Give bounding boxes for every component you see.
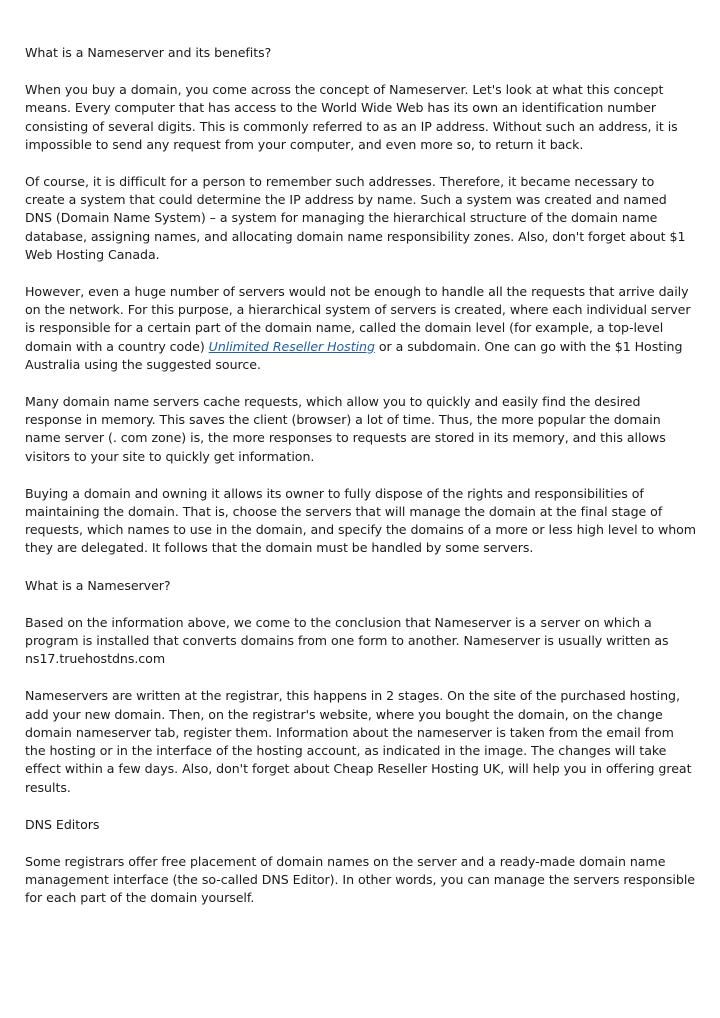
paragraph-dns: Of course, it is difficult for a person to remember such addresses. Therefore, it became necessary to create a system that could determine the IP address by name. Such a system was created and named DNS (Domain Name System) – a system for managing the hierarchical structure of the domain name database, assigning names, and allocating domain name responsibility zones. Also, don't forget about $1 Web Hosting Canada. (25, 174, 686, 262)
paragraph-cache: Many domain name servers cache requests, which allow you to quickly and easily find the desired response in memory. This saves the client (browser) a lot of time. Thus, the more popular the domain name server (. com zone) is, the more responses to requests are stored in its memory, and this allows visitors to your site to quickly get information. (25, 394, 666, 464)
article-body (25, 44, 697, 927)
heading-dns-editors: DNS Editors (25, 816, 100, 832)
paragraph-ownership: Buying a domain and owning it allows its owner to fully dispose of the rights and responsibilities of maintaining the domain. That is, choose the servers that will manage the domain at the final stage of requests, which names to use in the domain, and specify the domains of a more or less high level to whom they are delegated. It follows that the domain must be handled by some servers. (25, 485, 697, 556)
paragraph-definition: Based on the information above, we come to the conclusion that Nameserver is a server on which a program is installed that converts domains from one form to another. Nameserver is usually written as ns17.truehostdns.com (25, 614, 669, 667)
paragraph-dns-editor: Some registrars offer free placement of domain names on the server and a ready-made domain name management interface (the so-called DNS Editor). In other words, you can manage the servers responsible for each part of the domain yourself. (25, 853, 695, 906)
heading-nameserver-benefits: What is a Nameserver and its benefits? (25, 45, 272, 60)
paragraph-hierarchy-text-start: However, even a huge number of servers would not be enough to handle all the requests that arrive daily on the network. For this purpose, a hierarchical system of servers is created, where each individual server is responsible for a certain part of the domain name, called the domain level (for example, a top-level domain with a country code) (25, 284, 691, 354)
paragraph-hierarchy-text-end: or a subdomain. One can go with the $1 Hosting Australia using the suggested source. (25, 338, 683, 372)
heading-what-is-nameserver: What is a Nameserver? (25, 577, 171, 593)
paragraph-hierarchy (25, 283, 697, 374)
paragraph-intro: When you buy a domain, you come across the concept of Nameserver. Let's look at what this concept means. Every computer that has access to the World Wide Web has its own an identification number consisting of several digits. This is commonly referred to as an IP address. Without such an address, it is impossible to send any request from your computer, and even more so, to return it back. (25, 82, 678, 152)
paragraph-registrar: Nameservers are written at the registrar, this happens in 2 stages. On the site of the purchased hosting, add your new domain. Then, on the registrar's website, where you bought the domain, on the change domain nameserver tab, register them. Information about the nameserver is taken from the email from the hosting or in the interface of the hosting account, as indicated in the image. The changes will take effect within a few days. Also, don't forget about Cheap Reseller Hosting UK, will help you in offering great results. (25, 688, 692, 795)
unlimited-reseller-hosting-link[interactable]: Unlimited Reseller Hosting (208, 338, 375, 354)
